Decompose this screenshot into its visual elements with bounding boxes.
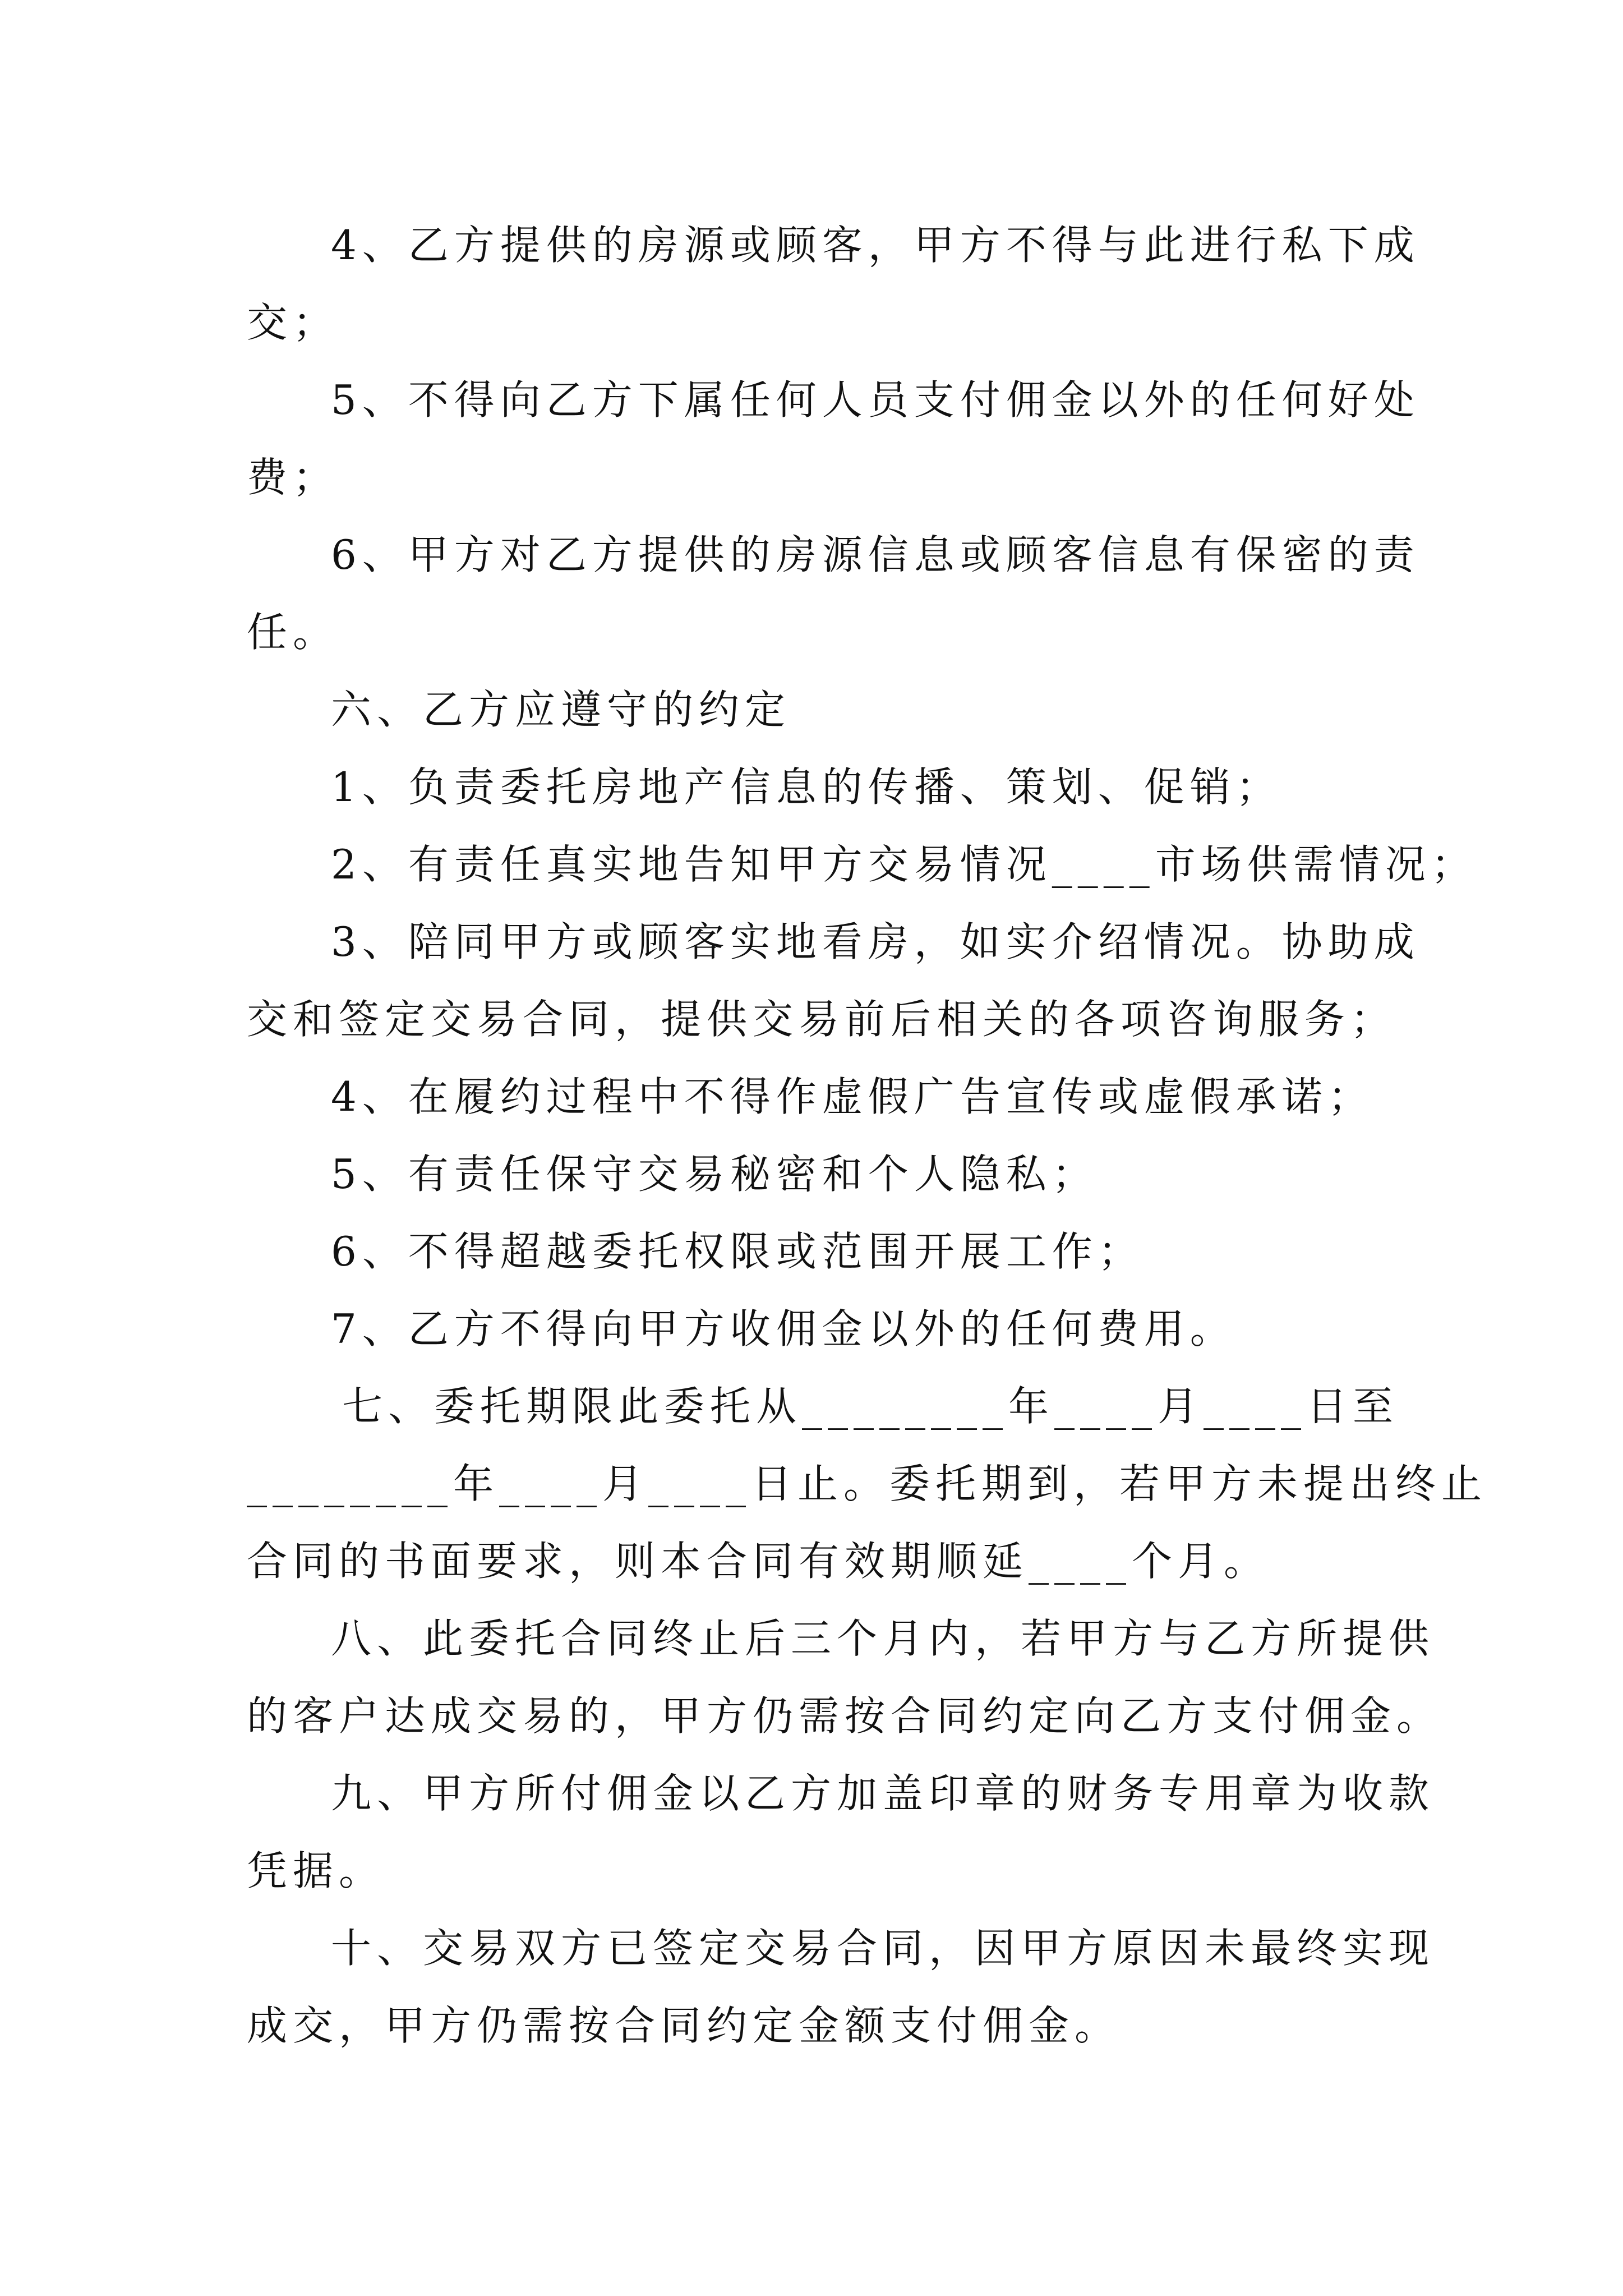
clause-line: 1、负责委托房地产信息的传播、策划、促销； — [331, 763, 1282, 811]
clause-line: 费； — [247, 454, 339, 501]
section-heading: 八、此委托合同终止后三个月内，若甲方与乙方所提供 — [331, 1615, 1435, 1662]
clause-line: 4、在履约过程中不得作虚假广告宣传或虚假承诺； — [331, 1073, 1374, 1120]
contract-body — [247, 206, 1488, 2064]
clause-line: 7、乙方不得向甲方收佣金以外的任何费用。 — [331, 1305, 1236, 1352]
clause-line: 凭据。 — [247, 1847, 385, 1894]
clause-line: 4、乙方提供的房源或顾客，甲方不得与此进行私下成 — [331, 222, 1420, 269]
clause-line: 合同的书面要求，则本合同有效期顺延____个月。 — [247, 1538, 1270, 1585]
section-heading: 七、委托期限此委托从________年____月____日至 — [342, 1383, 1399, 1430]
clause-line: 交； — [247, 299, 339, 346]
clause-line: 5、有责任保守交易秘密和个人隐私； — [331, 1151, 1098, 1198]
clause-line: ________年____月____日止。委托期到，若甲方未提出终止 — [247, 1460, 1488, 1507]
clause-line: 交和签定交易合同，提供交易前后相关的各项咨询服务； — [247, 996, 1397, 1043]
clause-line: 2、有责任真实地告知甲方交易情况____市场供需情况； — [331, 841, 1477, 888]
clause-line: 6、甲方对乙方提供的房源信息或顾客信息有保密的责 — [331, 531, 1420, 578]
section-heading: 十、交易双方已签定交易合同，因甲方原因未最终实现 — [331, 1925, 1435, 1972]
clause-line: 成交，甲方仍需按合同约定金额支付佣金。 — [247, 2002, 1121, 2049]
clause-line: 的客户达成交易的，甲方仍需按合同约定向乙方支付佣金。 — [247, 1692, 1443, 1740]
clause-line: 任。 — [247, 609, 339, 656]
clause-line: 5、不得向乙方下属任何人员支付佣金以外的任何好处 — [331, 376, 1420, 424]
section-heading: 六、乙方应遵守的约定 — [331, 686, 791, 733]
clause-line: 6、不得超越委托权限或范围开展工作； — [331, 1228, 1144, 1275]
clause-line: 3、陪同甲方或顾客实地看房，如实介绍情况。协助成 — [331, 918, 1420, 965]
section-heading: 九、甲方所付佣金以乙方加盖印章的财务专用章为收款 — [331, 1770, 1435, 1817]
